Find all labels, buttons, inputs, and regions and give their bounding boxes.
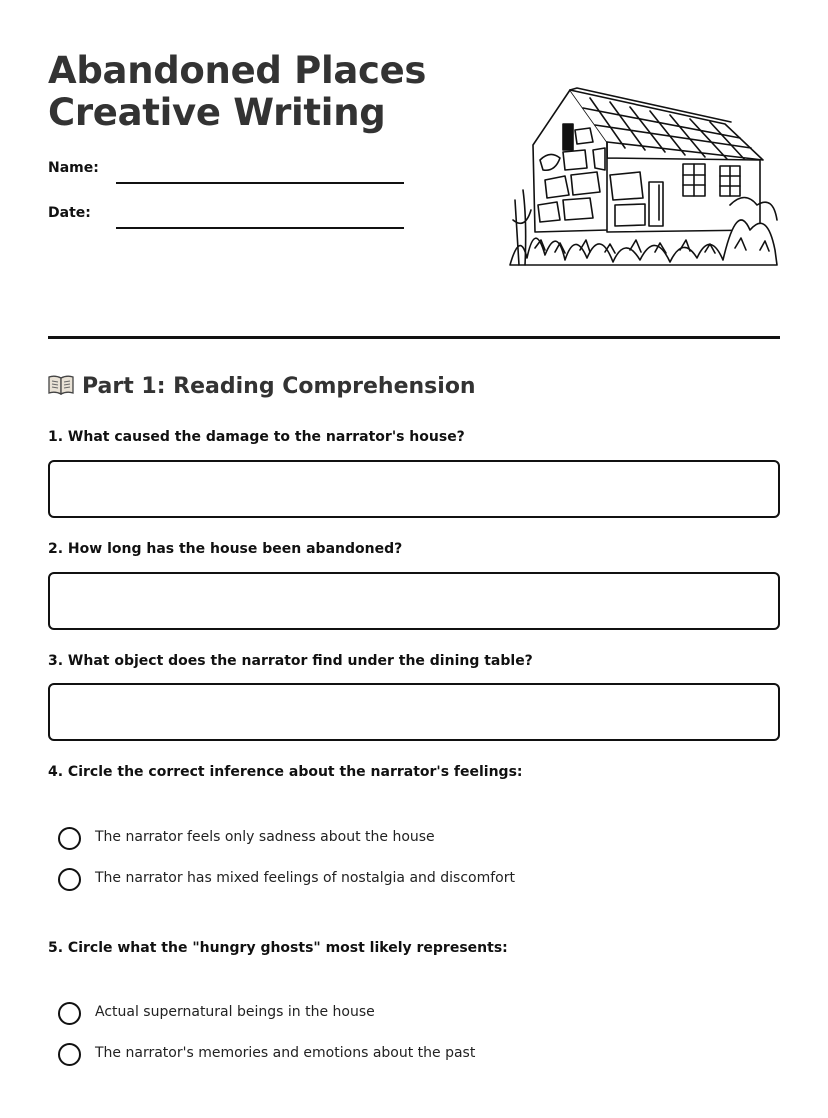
question-2: 2. How long has the house been abandoned? (48, 541, 403, 557)
answer-box-3[interactable] (48, 683, 780, 741)
question-1: 1. What caused the damage to the narrator's house? (48, 429, 465, 445)
title-line-2: Creative Writing (48, 91, 386, 134)
section-divider (48, 336, 780, 339)
radio-circle[interactable] (58, 1002, 81, 1025)
question-4: 4. Circle the correct inference about the narrator's feelings: (48, 764, 523, 780)
name-line[interactable] (116, 182, 404, 184)
question-3: 3. What object does the narrator find under the dining table? (48, 653, 533, 669)
option-label: Actual supernatural beings in the house (95, 1004, 375, 1020)
radio-circle[interactable] (58, 1043, 81, 1066)
option-label: The narrator feels only sadness about the house (95, 829, 435, 845)
option-label: The narrator's memories and emotions about the past (95, 1045, 476, 1061)
part1-heading (48, 374, 476, 402)
radio-circle[interactable] (58, 868, 81, 891)
name-label: Name: (48, 160, 99, 176)
name-field[interactable] (48, 160, 408, 190)
date-label: Date: (48, 205, 91, 221)
date-field[interactable] (48, 205, 408, 235)
worksheet-title (48, 50, 426, 134)
title-line-1: Abandoned Places (48, 49, 427, 92)
answer-box-2[interactable] (48, 572, 780, 630)
open-book-icon (48, 374, 74, 402)
radio-circle[interactable] (58, 827, 81, 850)
part1-title: Part 1: Reading Comprehension (82, 374, 476, 399)
option-label: The narrator has mixed feelings of nostalgia and discomfort (95, 870, 515, 886)
abandoned-house-drawing (505, 80, 785, 275)
question-5: 5. Circle what the "hungry ghosts" most likely represents: (48, 940, 508, 956)
date-line[interactable] (116, 227, 404, 229)
answer-box-1[interactable] (48, 460, 780, 518)
